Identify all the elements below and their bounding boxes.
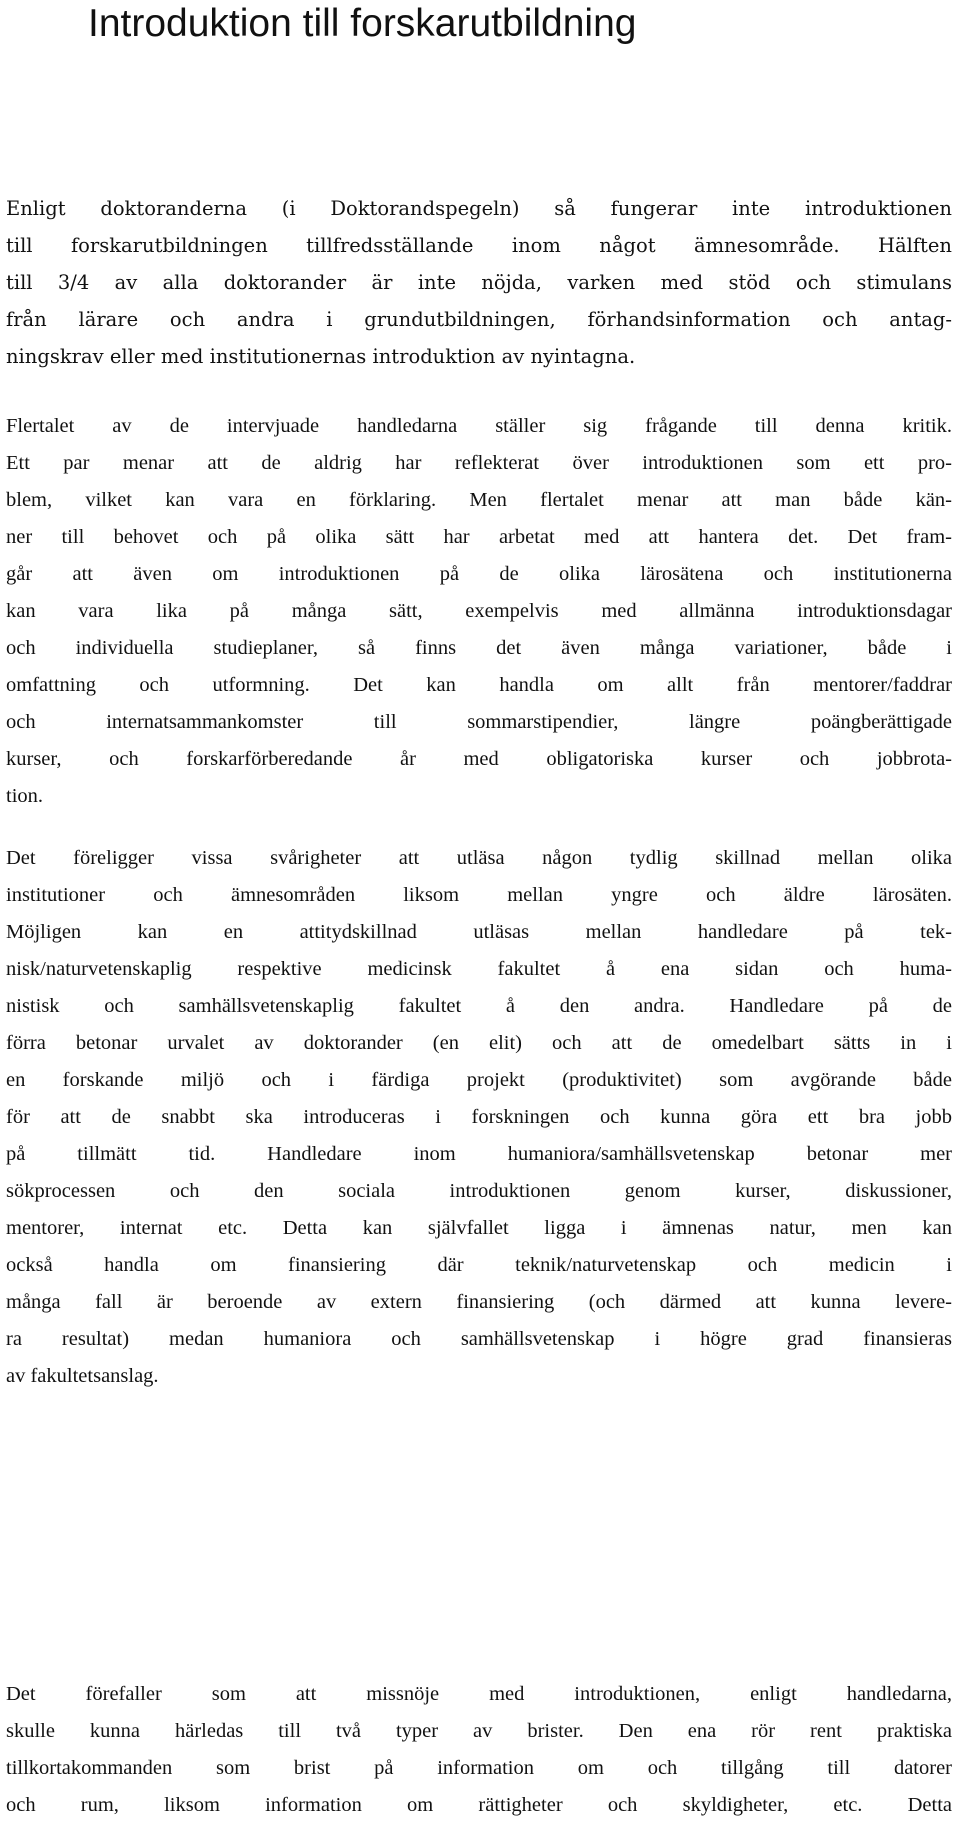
paragraph-4 [6,1676,952,1824]
text-line: förra betonar urvalet av doktorander (en elit) och att de omedelbart sätts in i [6,1032,952,1054]
text-line: och internatsammankomster till sommarstipendier, längre poängberättigade [6,711,952,733]
text-line: mentorer, internat etc. Detta kan självfallet ligga i ämnenas natur, men kan [6,1217,952,1239]
text-line: sökprocessen och den sociala introduktionen genom kurser, diskussioner, [6,1180,952,1202]
text-line: ningskrav eller med institutionernas introduktion av nyintagna. [6,345,636,368]
text-line: Flertalet av de intervjuade handledarna ställer sig frågande till denna kritik. [6,415,952,437]
text-line: Ett par menar att de aldrig har reflekterat över introduktionen som ett pro- [6,452,952,474]
text-line: skulle kunna härledas till två typer av brister. Den ena rör rent praktiska [6,1720,952,1742]
text-line: Det förefaller som att missnöje med introduktionen, enligt handledarna, [6,1683,952,1705]
text-line: Det föreligger vissa svårigheter att utläsa någon tydlig skillnad mellan olika [6,847,952,869]
text-line: omfattning och utformning. Det kan handla om allt från mentorer/faddrar [6,674,952,696]
text-line: nistisk och samhällsvetenskaplig fakultet å den andra. Handledare på de [6,995,952,1017]
text-line: en forskande miljö och i färdiga projekt (produktivitet) som avgörande både [6,1069,952,1091]
text-line: kan vara lika på många sätt, exempelvis med allmänna introduktionsdagar [6,600,952,622]
text-line: Möjligen kan en attitydskillnad utläsas mellan handledare på tek- [6,921,952,943]
text-line: kurser, och forskarförberedande år med obligatoriska kurser och jobbrota- [6,748,952,770]
text-line: och rum, liksom information om rättigheter och skyldigheter, etc. Detta [6,1794,952,1816]
text-line: ner till behovet och på olika sätt har arbetat med att hantera det. Det fram- [6,526,952,548]
text-line: tillkortakommanden som brist på information om och tillgång till datorer [6,1757,952,1779]
text-line: nisk/naturvetenskaplig respektive medicinsk fakultet å ena sidan och huma- [6,958,952,980]
paragraph-3 [6,840,952,1395]
text-line: går att även om introduktionen på de olika lärosätena och institutionerna [6,563,952,585]
text-line: av fakultetsanslag. [6,1365,159,1387]
text-line: institutioner och ämnesområden liksom mellan yngre och äldre lärosäten. [6,884,952,906]
text-line: till forskarutbildningen tillfredsställande inom något ämnesområde. Hälften [6,234,952,257]
text-line: många fall är beroende av extern finansiering (och därmed att kunna levere- [6,1291,952,1313]
paragraph-1 [6,190,952,375]
text-line: från lärare och andra i grundutbildningen, förhandsinformation och antag- [6,308,952,331]
page-title: Introduktion till forskarutbildning [88,2,637,45]
text-line: och individuella studieplaner, så finns det även många variationer, både i [6,637,952,659]
text-line: till 3/4 av alla doktorander är inte nöjda, varken med stöd och stimulans [6,271,952,294]
paragraph-2 [6,408,952,815]
text-line: också handla om finansiering där teknik/naturvetenskap och medicin i [6,1254,952,1276]
text-line: tion. [6,785,44,807]
text-line: för att de snabbt ska introduceras i forskningen och kunna göra ett bra jobb [6,1106,952,1128]
text-line: Enligt doktoranderna (i Doktorandspegeln) så fungerar inte introduktionen [6,197,952,220]
text-line: ra resultat) medan humaniora och samhällsvetenskap i högre grad finansieras [6,1328,952,1350]
text-line: blem, vilket kan vara en förklaring. Men flertalet menar att man både kän- [6,489,952,511]
text-line: på tillmätt tid. Handledare inom humaniora/samhällsvetenskap betonar mer [6,1143,952,1165]
